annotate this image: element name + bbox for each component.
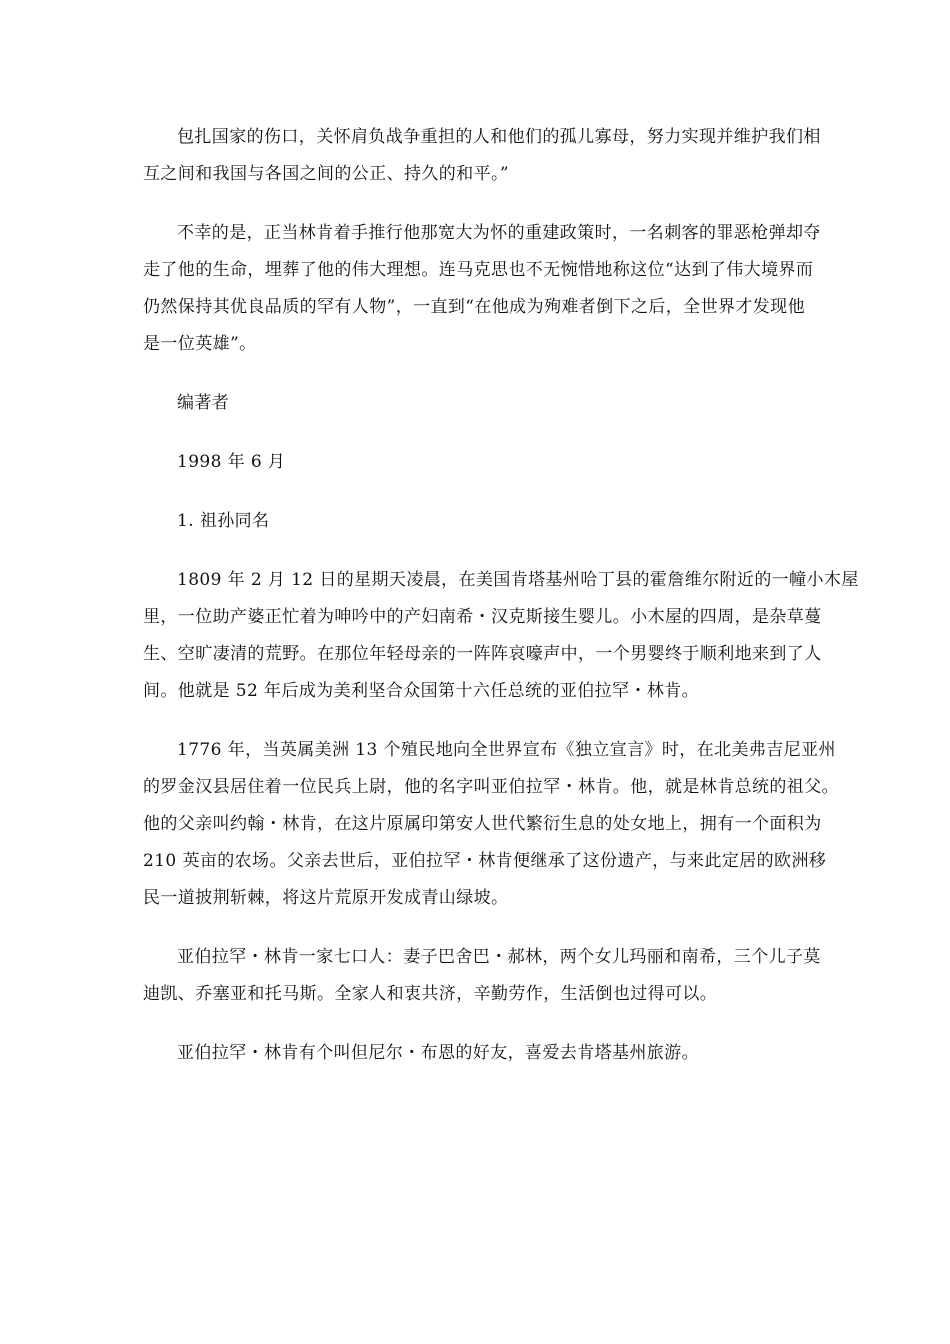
text-line: 210 英亩的农场。父亲去世后，亚伯拉罕・林肯便继承了这份遗产，与来此定居的欧洲移 — [143, 851, 827, 871]
paragraph-assassination — [143, 215, 821, 363]
text-line: 仍然保持其优良品质的罕有人物”，一直到“在他成为殉难者倒下之后，全世界才发现他 — [143, 297, 805, 317]
text-line: 互之间和我国与各国之间的公正、持久的和平。” — [143, 164, 509, 184]
document-body — [143, 119, 859, 1094]
text-line: 间。他就是 52 年后成为美利坚合众国第十六任总统的亚伯拉罕・林肯。 — [143, 681, 700, 701]
text-line: 的罗金汉县居住着一位民兵上尉，他的名字叫亚伯拉罕・林肯。他，就是林肯总统的祖父。 — [143, 777, 839, 797]
text-line: 1776 年，当英属美洲 13 个殖民地向全世界宣布《独立宣言》时，在北美弗吉尼亚州 — [177, 740, 836, 760]
text-line: 民一道披荆斩棘，将这片荒原开发成青山绿坡。 — [143, 888, 509, 908]
text-line: 包扎国家的伤口，关怀肩负战争重担的人和他们的孤儿寡母，努力实现并维护我们相 — [177, 127, 821, 147]
text-line: 他的父亲叫约翰・林肯，在这片原属印第安人世代繁衍生息的处女地上，拥有一个面积为 — [143, 814, 822, 834]
text-line: 1809 年 2 月 12 日的星期天凌晨，在美国肯塔基州哈丁县的霍詹维尔附近的一幢小木屋 — [177, 570, 859, 590]
date-line: 1998 年 6 月 — [177, 452, 286, 472]
paragraph-grandfather — [143, 732, 839, 917]
paragraph-birth — [143, 562, 859, 710]
paragraph-friend — [143, 1035, 811, 1072]
text-line: 是一位英雄”。 — [143, 334, 257, 354]
text-line: 迪凯、乔塞亚和托马斯。全家人和衷共济，辛勤劳作，生活倒也过得可以。 — [143, 984, 718, 1004]
text-line: 生、空旷凄清的荒野。在那位年轻母亲的一阵阵哀嚎声中，一个男婴终于顺利地来到了人 — [143, 644, 822, 664]
chapter-heading: 1. 祖孙同名 — [177, 511, 270, 531]
text-line: 亚伯拉罕・林肯一家七口人：妻子巴舍巴・郝林，两个女儿玛丽和南希，三个儿子莫 — [177, 947, 821, 967]
text-line: 亚伯拉罕・林肯有个叫但尼尔・布恩的好友，喜爱去肯塔基州旅游。 — [177, 1043, 699, 1063]
author-signature: 编著者 — [177, 393, 230, 413]
paragraph-family — [143, 939, 821, 1013]
text-line: 不幸的是，正当林肯着手推行他那宽大为怀的重建政策时，一名刺客的罪恶枪弹却夺 — [177, 223, 821, 243]
paragraph-peace-quote — [143, 119, 821, 193]
text-line: 里，一位助产婆正忙着为呻吟中的产妇南希・汉克斯接生婴儿。小木屋的四周，是杂草蔓 — [143, 607, 822, 627]
text-line: 走了他的生命，埋葬了他的伟大理想。连马克思也不无惋惜地称这位“达到了伟大境界而 — [143, 260, 814, 280]
